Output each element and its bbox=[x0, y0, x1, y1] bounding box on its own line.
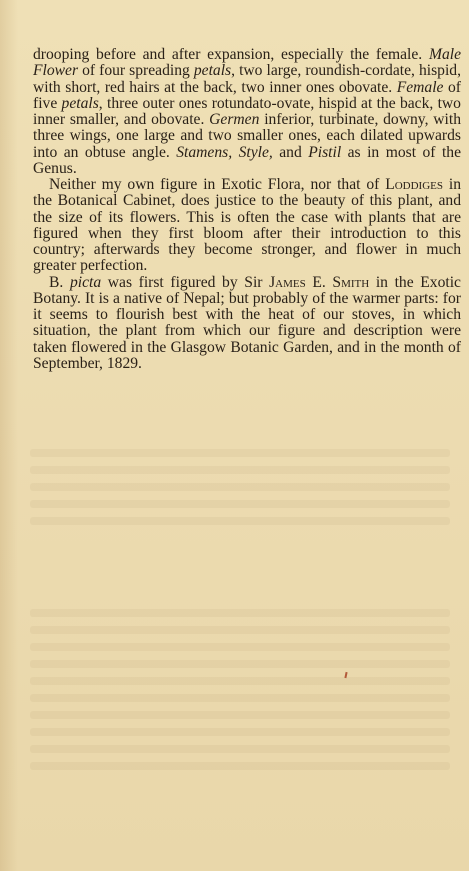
italic-term: Germen bbox=[209, 111, 260, 128]
text-run: of four spreading bbox=[78, 62, 194, 80]
text-run: Neither my own figure in Exotic Flora, nor that of bbox=[49, 176, 386, 193]
italic-term: Male Flower bbox=[33, 46, 461, 80]
text-run: and bbox=[272, 143, 309, 161]
small-caps-name: James E. Smith bbox=[269, 273, 370, 291]
text-run: of five bbox=[33, 78, 461, 112]
italic-term: Pistil bbox=[308, 143, 342, 161]
italic-term: Stamens, Style, bbox=[176, 143, 273, 161]
paragraph-history bbox=[33, 275, 461, 373]
text-run: drooping before and after expansion, especially the female. bbox=[33, 46, 429, 63]
text-run: B. bbox=[49, 273, 70, 291]
paragraph-figures bbox=[33, 177, 461, 275]
ink-speck bbox=[344, 672, 347, 678]
italic-term: picta bbox=[69, 273, 102, 291]
text-run: in the Exotic Botany. It is a native of Nepal; but probably of the warmer parts: for it seems to flourish best with the heat of our stoves, in which situation, the plant from which our figure and description were taken flowered in the Glasgow Botanic Garden, and in the month of September, 1829. bbox=[33, 273, 461, 372]
body-text bbox=[33, 47, 461, 372]
text-run: was first figured by Sir bbox=[101, 273, 270, 291]
text-run: , three outer ones rotundato-ovate, hispid at the back, two inner smaller, and obovate. bbox=[33, 94, 461, 128]
italic-term: Female bbox=[396, 78, 444, 96]
italic-term: petals bbox=[193, 62, 232, 80]
paragraph-description bbox=[33, 47, 461, 177]
italic-term: petals bbox=[61, 94, 99, 112]
text-run: , two large, roundish-cordate, hispid, with short, red hairs at the back, two inner ones obovate. bbox=[33, 62, 461, 96]
small-caps-name: Loddiges bbox=[385, 176, 443, 193]
text-run: in the Botanical Cabinet, does justice to the beauty of this plant, and the size of its flowers. This is often the case with plants that are figured when they first bloom after their introduction to this country; afterwards they become stronger, and flower in much greater perfection. bbox=[33, 176, 461, 275]
text-run: as in most of the Genus. bbox=[33, 143, 461, 177]
text-run: inferior, turbinate, downy, with three wings, one large and two smaller ones, each dilated upwards into an obtuse angle. bbox=[33, 111, 461, 161]
bleed-through-text-upper bbox=[30, 440, 450, 560]
bleed-through-text-lower bbox=[30, 600, 450, 820]
